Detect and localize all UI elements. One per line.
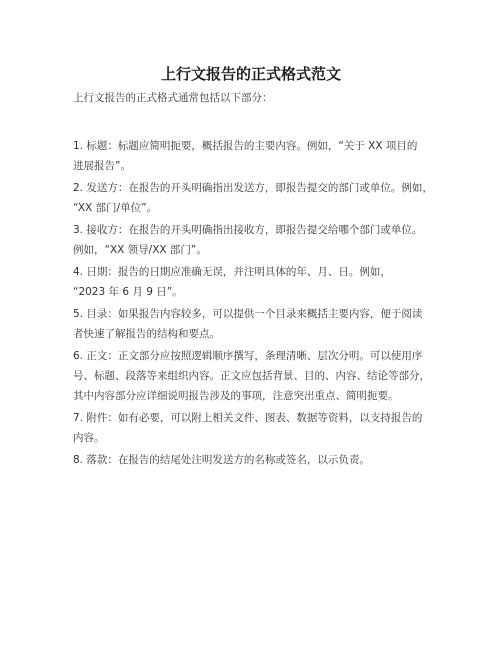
item-line: 7. 附件：如有必要，可以附上相关文件、图表、数据等资料，以支持报告的 [73, 412, 423, 424]
list-item-attachment [73, 408, 445, 448]
item-line: 1. 标题：标题应简明扼要，概括报告的主要内容。例如，“关于 XX 项目的 [73, 140, 418, 152]
list-item-receiver [73, 220, 445, 260]
item-line: 8. 落款：在报告的结尾处注明发送方的名称或签名，以示负责。 [73, 454, 370, 466]
list-item-body [73, 346, 445, 406]
item-line: 3. 接收方：在报告的开头明确指出接收方，即报告提交给哪个部门或单位。 [73, 224, 423, 236]
list-item-sender [73, 178, 445, 218]
intro-paragraph: 上行文报告的正式格式通常包括以下部分： [73, 92, 273, 104]
item-line: 者快速了解报告的结构和要点。 [73, 328, 220, 340]
item-line: 其中内容部分应详细说明报告涉及的事项，注意突出重点、简明扼要。 [73, 390, 399, 402]
item-line: 号、标题、段落等来组织内容。正文应包括背景、目的、内容、结论等部分， [73, 370, 430, 382]
item-list [73, 136, 445, 472]
item-line: 进展报告”。 [73, 160, 131, 172]
list-item-title [73, 136, 445, 176]
item-line: “XX 部门/单位”。 [73, 202, 158, 214]
item-line: 4. 日期：报告的日期应准确无误，并注明具体的年、月、日。例如， [73, 266, 391, 278]
item-line: 例如，“XX 领导/XX 部门”。 [73, 244, 207, 256]
item-line: 6. 正文：正文部分应按照逻辑顺序撰写，条理清晰、层次分明。可以使用序 [73, 350, 423, 362]
list-item-date [73, 262, 445, 302]
document-title: 上行文报告的正式格式范文 [160, 65, 341, 83]
item-line: 2. 发送方：在报告的开头明确指出发送方，即报告提交的部门或单位。例如， [73, 182, 433, 194]
item-line: 5. 目录：如果报告内容较多，可以提供一个目录来概括主要内容，便于阅读 [73, 308, 423, 320]
list-item-contents [73, 304, 445, 344]
item-line: 内容。 [73, 432, 105, 444]
list-item-signature [73, 450, 445, 470]
item-line: “2023 年 6 月 9 日”。 [73, 286, 183, 298]
